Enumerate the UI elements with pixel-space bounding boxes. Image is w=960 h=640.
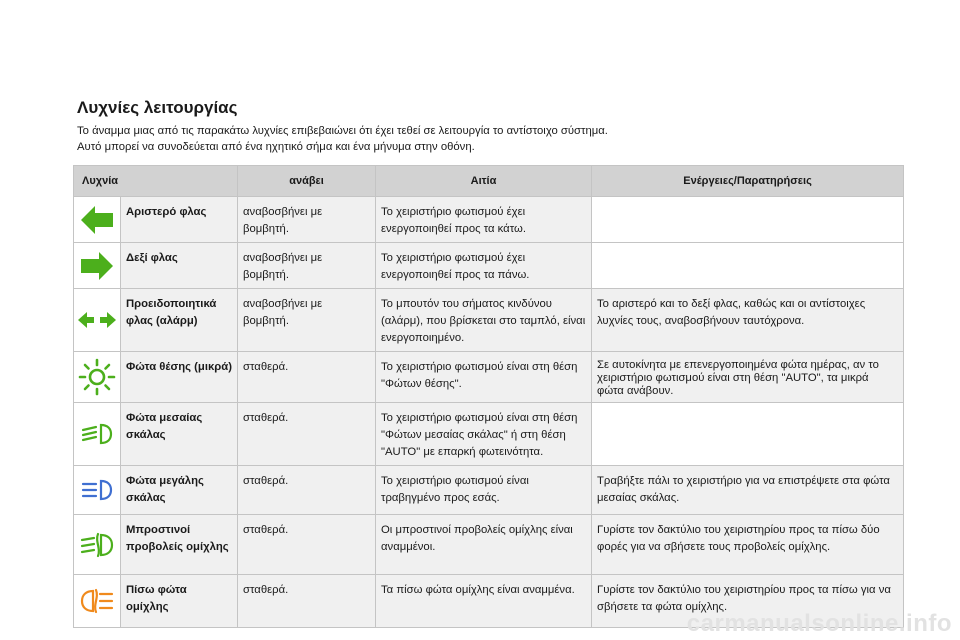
lamp-actions [592,243,904,289]
lamp-cause: Το χειριστήριο φωτισμού είναι τραβηγμένο προς εσάς. [376,466,592,515]
lamp-cause: Το μπουτόν του σήματος κινδύνου (αλάρμ), που βρίσκεται στο ταμπλό, είναι ενεργοποιημένο. [376,289,592,352]
header-cause: Αιτία [376,166,592,197]
hazard-double-arrow-icon [74,309,120,331]
lamp-name: Φώτα θέσης (μικρά) [121,352,238,403]
lamp-state: σταθερά. [238,515,376,575]
table-row [74,243,904,289]
header-state: ανάβει [238,166,376,197]
lamp-cause: Το χειριστήριο φωτισμού έχει ενεργοποιηθεί προς τα πάνω. [376,243,592,289]
lamp-actions: Σε αυτοκίνητα με επενεργοποιημένα φώτα ημέρας, αν το χειριστήριο φωτισμού είναι στη θέση "AUTO", τα μικρά φώτα ανάβουν. [592,352,904,403]
lamp-cause: Οι μπροστινοί προβολείς ομίχλης είναι αναμμένοι. [376,515,592,575]
lamp-state: σταθερά. [238,466,376,515]
table-row [74,515,904,575]
lamp-state: αναβοσβήνει με βομβητή. [238,197,376,243]
rear-fog-lamp-icon [74,588,120,614]
dipped-beam-icon [74,422,120,446]
table-header-row [74,166,904,197]
main-beam-icon [74,478,120,502]
header-lamp: Λυχνία [74,166,238,197]
lamp-cause: Το χειριστήριο φωτισμού έχει ενεργοποιηθεί προς τα κάτω. [376,197,592,243]
lamp-actions: Το αριστερό και το δεξί φλας, καθώς και οι αντίστοιχες λυχνίες τους, αναβοσβήνουν ταυτόχρονα. [592,289,904,352]
lamp-name: Πίσω φώτα ομίχλης [121,575,238,628]
lamp-cause: Το χειριστήριο φωτισμού είναι στη θέση "Φώτων θέσης". [376,352,592,403]
lamp-name: Προειδοποιητικά φλας (αλάρμ) [121,289,238,352]
table-row [74,352,904,403]
page-title: Λυχνίες λειτουργίας [77,98,238,117]
right-turn-arrow-icon [74,251,120,281]
left-turn-arrow-icon [74,205,120,235]
intro-line: Το άναμμα μιας από τις παρακάτω λυχνίες επιβεβαιώνει ότι έχει τεθεί σε λειτουργία το αντίστοιχο σύστημα. [77,125,608,137]
lamp-actions: Γυρίστε τον δακτύλιο του χειριστηρίου προς τα πίσω για να σβήσετε τα φώτα ομίχλης. [592,575,904,628]
header-actions: Ενέργειες/Παρατηρήσεις [592,166,904,197]
lamp-state: αναβοσβήνει με βομβητή. [238,243,376,289]
warning-lamps-table [73,165,904,628]
lamp-state: αναβοσβήνει με βομβητή. [238,289,376,352]
table-row [74,403,904,466]
table-row [74,289,904,352]
table-row [74,466,904,515]
lamp-actions: Τραβήξτε πάλι το χειριστήριο για να επιστρέψετε στα φώτα μεσαίας σκάλας. [592,466,904,515]
position-lights-icon [74,358,120,396]
lamp-name: Αριστερό φλας [121,197,238,243]
front-fog-lamp-icon [74,532,120,558]
lamp-state: σταθερά. [238,352,376,403]
lamp-cause: Το χειριστήριο φωτισμού είναι στη θέση "Φώτων μεσαίας σκάλας" ή στη θέση "AUTO" με επαρκή φωτεινότητα. [376,403,592,466]
intro-line: Αυτό μπορεί να συνοδεύεται από ένα ηχητικό σήμα και ένα μήνυμα στην οθόνη. [77,141,475,153]
lamp-actions [592,403,904,466]
lamp-cause: Τα πίσω φώτα ομίχλης είναι αναμμένα. [376,575,592,628]
lamp-name: Φώτα μεγάλης σκάλας [121,466,238,515]
lamp-actions [592,197,904,243]
intro-text [77,123,897,155]
lamp-state: σταθερά. [238,575,376,628]
lamp-name: Μπροστινοί προβολείς ομίχλης [121,515,238,575]
lamp-state: σταθερά. [238,403,376,466]
watermark: carmanualsonline.info [686,610,952,637]
lamp-actions: Γυρίστε τον δακτύλιο του χειριστηρίου προς τα πίσω δύο φορές για να σβήσετε τους προβολείς ομίχλης. [592,515,904,575]
table-row [74,197,904,243]
lamp-name: Δεξί φλας [121,243,238,289]
lamp-name: Φώτα μεσαίας σκάλας [121,403,238,466]
